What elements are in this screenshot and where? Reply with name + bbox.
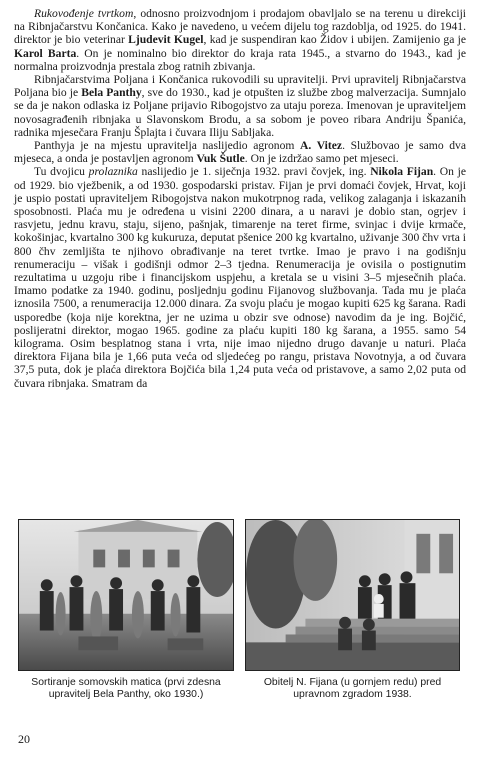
photo-family-group-icon — [246, 520, 459, 670]
text-run: Karol Barta — [14, 46, 77, 60]
page-number: 20 — [18, 732, 30, 746]
text-run: Tu dvojicu — [34, 165, 89, 179]
text-run: Nikola Fijan — [370, 165, 434, 179]
text-run: . Službovao je samo dva mjeseca, a onda je postavljen agronom — [14, 139, 466, 166]
text-run: A. Vitez — [300, 139, 343, 153]
paragraph-successors — [14, 139, 466, 165]
figure-fijan-family — [245, 519, 460, 702]
figure-caption-left: Sortiranje somovskih matica (prvi zdesna upravitelj Bela Panthy, oko 1930.) — [31, 677, 221, 701]
text-run: Vuk Šutle — [196, 152, 245, 166]
paragraph-fijan — [14, 165, 466, 389]
figure-sorting-catfish — [18, 519, 234, 702]
text-run: prolaznika — [88, 165, 138, 179]
photo-men-sorting-catfish-icon — [19, 520, 233, 670]
figure-caption-right: Obitelj N. Fijana (u gornjem redu) pred upravnom zgradom 1938. — [263, 677, 442, 701]
text-run: , odnosno proizvodnjom i prodajom obavljalo se na terenu u direkciji na Ribnjačarstvu Končanica. Kako je navedeno, u većem dijelu tog razdoblja, od 1925. do 1941. direktor je bio veterinar — [14, 7, 467, 47]
text-run: Panthyja je na mjestu upravitelja naslijedio agronom — [34, 139, 301, 153]
text-run: Ribnjačarstvima Poljana i Končanica rukovodili su upravitelji. Prvi upravitelj Ribnjačarstva Poljana bio je — [14, 73, 466, 100]
text-run: , sve do 1930., kad je otpušten iz službe zbog malverzacija. Sumnjalo se da je nakon odlaska iz Poljane prijavio Ribogojstvo za utaju poreza. Imenovan je upraviteljem novosagrađenih ribnjaka u Slavonskom Brodu, a sa sobom je poveo ribara Andriju Španića, radnika mjesečara Franju Šplajta i čuvara Iliju Sabljaka. — [14, 86, 466, 139]
text-run: Bela Panthy — [81, 86, 142, 100]
text-run: . On je nominalno bio direktor do kraja rata 1945., a stvarno do 1943., kad je normalna proizvodnja prestala zbog ratnih zbivanja. — [14, 46, 466, 73]
paragraph-managers — [14, 73, 466, 139]
text-run: . On je izdržao samo pet mjeseci. — [244, 152, 399, 166]
text-run: naslijedio je 1. siječnja 1932. pravi čovjek, ing. — [137, 165, 371, 179]
text-run: . On je od 1929. bio vježbenik, a od 1930. gospodarski pristav. Fijan je prvi domaći čovjek, Hrvat, koji je uspio postati upraviteljem Ribogojstva nakon mukotrpnog rada, velikog zalaganja i iskazanih sposobnosti. Plaća mu je određena u visini 2200 dinara, a u naravi je dobio stan, ogrjev i rasvjetu, jednu kravu, staju, sijeno, pašnjak, timarenje na teret firme, svinjac i dvije krmače, kokošinjac, kvartalno 300 kg kukuruza, deputat pšenice 200 kg kvartalno, uživanje 300 čhv vrta i 800 čhv zemljišta te njihovo obrađivanje na teret tvrtke. Imao je pravo i na godišnju renumeraciju – višak i godišnji odmor 2–3 tjedna. Renumeracija je ovisila o postignutim rezultatima u uzgoju ribe i financijskom uspjehu, a kretala se u visini 3–5 mjesečnih plaća. Imamo podatke za 1940. godinu, posljednju godinu Fijanovog službovanja. Tada mu je plaća iznosila 7500, a renumeracija 12.000 dinara. Za svoju plaću je mogao kupiti 625 kg šarana. Radi usporedbe (koja nije korektna, jer ne uzima u obzir sve odnose) navodim da je ing. Bojčić, poslijeratni direktor, mogao 1965. godine za plaću kupiti 180 kg šarana, a 1955. samo 54 kilograma. Osim besplatnog stana i vrta, nije imao nijedno drugo davanje u naturi. Plaća direktora Fijana bila je 1,66 puta veća od sljedećeg po rangu, pristava Novotnyja, a od čuvara 37,5 puta, dok je plaća direktora Bojčića bila 1,24 puta veća od pristavove, a samo 2,02 puta od čuvara ribnjaka. Smatram da — [14, 165, 467, 390]
text-run: Ljudevit Kugel — [128, 33, 204, 47]
text-run: Rukovođenje tvrtkom — [34, 7, 134, 20]
photo-fijan-family — [245, 519, 460, 671]
body-text — [14, 7, 466, 390]
text-run: , kad je suspendiran kao Židov i ubijen. Zamijenio ga je — [203, 33, 466, 47]
paragraph-management — [14, 7, 466, 73]
photo-sorting-catfish — [18, 519, 234, 671]
